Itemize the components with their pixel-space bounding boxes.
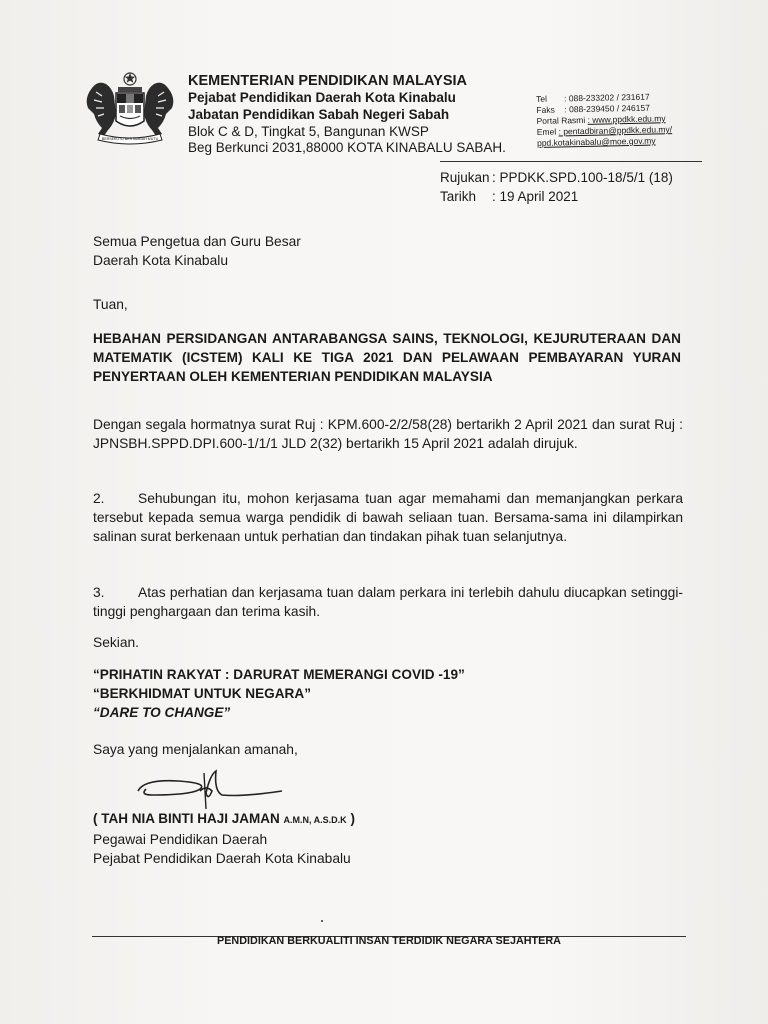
office-name: Pejabat Pendidikan Daerah Kota Kinabalu — [188, 90, 456, 105]
letterhead-divider — [440, 161, 702, 162]
reference-block — [440, 168, 673, 206]
salutation: Tuan, — [93, 297, 128, 312]
paragraph-2-text: Sehubungan itu, mohon kerjasama tuan agar memahami dan memanjangkan perkara tersebut kepada semua warga pendidik di bawah seliaan tuan. Bersama-sama ini dilampirkan salinan surat berkenaan untuk perhatian dan tindakan pihak tuan selanjutnya. — [93, 491, 683, 544]
tarikh-label: Tarikh — [440, 189, 477, 204]
address-line-2: Beg Berkunci 2031,88000 KOTA KINABALU SABAH. — [188, 140, 506, 155]
paragraph-3-text: Atas perhatian dan kerjasama tuan dalam perkara ini terlebih dahulu diucapkan setinggi-tinggi penghargaan dan terima kasih. — [93, 585, 683, 619]
contact-fax: Faks : 088-239450 / 246157 — [536, 102, 650, 115]
paragraph-3-number: 3. — [93, 585, 105, 600]
tarikh-value: : 19 April 2021 — [492, 189, 579, 204]
closing: Sekian. — [93, 635, 140, 650]
paragraph-3 — [93, 583, 683, 621]
contact-email-2: ppd.kotakinabalu@moe.gov.my — [536, 135, 656, 148]
paragraph-1: Dengan segala hormatnya surat Ruj : KPM.600-2/2/58(28) bertarikh 2 April 2021 dan surat Ruj : JPNSBH.SPPD.DPI.600-1/1/1 JLD 2(32) bertarikh 15 April 2021 adalah dirujuk. — [93, 417, 683, 451]
department-name: Jabatan Pendidikan Sabah Negeri Sabah — [188, 107, 450, 122]
coat-of-arms-logo — [84, 70, 176, 150]
recipient-line-1: Semua Pengetua dan Guru Besar — [93, 234, 301, 249]
contact-block — [536, 91, 672, 149]
ministry-name: KEMENTERIAN PENDIDIKAN MALAYSIA — [188, 73, 468, 89]
contact-email: Emel : pentadbiran@ppdkk.edu.my/ — [536, 124, 673, 137]
footer-motto: PENDIDIKAN BERKUALITI INSAN TERDIDIK NEGARA SEJAHTERA — [217, 935, 561, 947]
contact-tel: Tel : 088-233202 / 231617 — [536, 91, 650, 104]
slogan-3: “DARE TO CHANGE” — [93, 705, 231, 720]
recipient-line-2: Daerah Kota Kinabalu — [93, 253, 228, 268]
signatory-office: Pejabat Pendidikan Daerah Kota Kinabalu — [93, 851, 351, 866]
rujukan-label: Rujukan — [440, 170, 490, 185]
contact-portal: Portal Rasmi : www.ppdkk.edu.my — [536, 113, 666, 126]
paragraph-2-number: 2. — [93, 491, 105, 506]
slogan-1: “PRIHATIN RAKYAT : DARURAT MEMERANGI COVID -19” — [93, 667, 465, 682]
signatory-honours: A.M.N, A.S.D.K — [283, 815, 347, 825]
signatory-name: ( TAH NIA BINTI HAJI JAMAN A.M.N, A.S.D.K ) — [93, 811, 355, 826]
ink-speck — [321, 920, 323, 922]
address-line-1: Blok C & D, Tingkat 5, Bangunan KWSP — [188, 124, 429, 139]
subject-heading: HEBAHAN PERSIDANGAN ANTARABANGSA SAINS, TEKNOLOGI, KEJURUTERAAN DAN MATEMATIK (ICSTEM) KALI KE TIGA 2021 DAN PELAWAAN PEMBAYARAN YURAN PENYERTAAN OLEH KEMENTERIAN PENDIDIKAN MALAYSIA — [93, 331, 681, 384]
slogan-2: “BERKHIDMAT UNTUK NEGARA” — [93, 686, 311, 701]
rujukan-value: : PPDKK.SPD.100-18/5/1 (18) — [492, 170, 673, 185]
signature-image — [130, 767, 290, 811]
crest-banner-text: BERSEKUTU BERTAMBAH MUTU — [101, 137, 159, 141]
signatory-position: Pegawai Pendidikan Daerah — [93, 832, 268, 847]
trust-line: Saya yang menjalankan amanah, — [93, 742, 298, 757]
paragraph-2 — [93, 489, 683, 546]
